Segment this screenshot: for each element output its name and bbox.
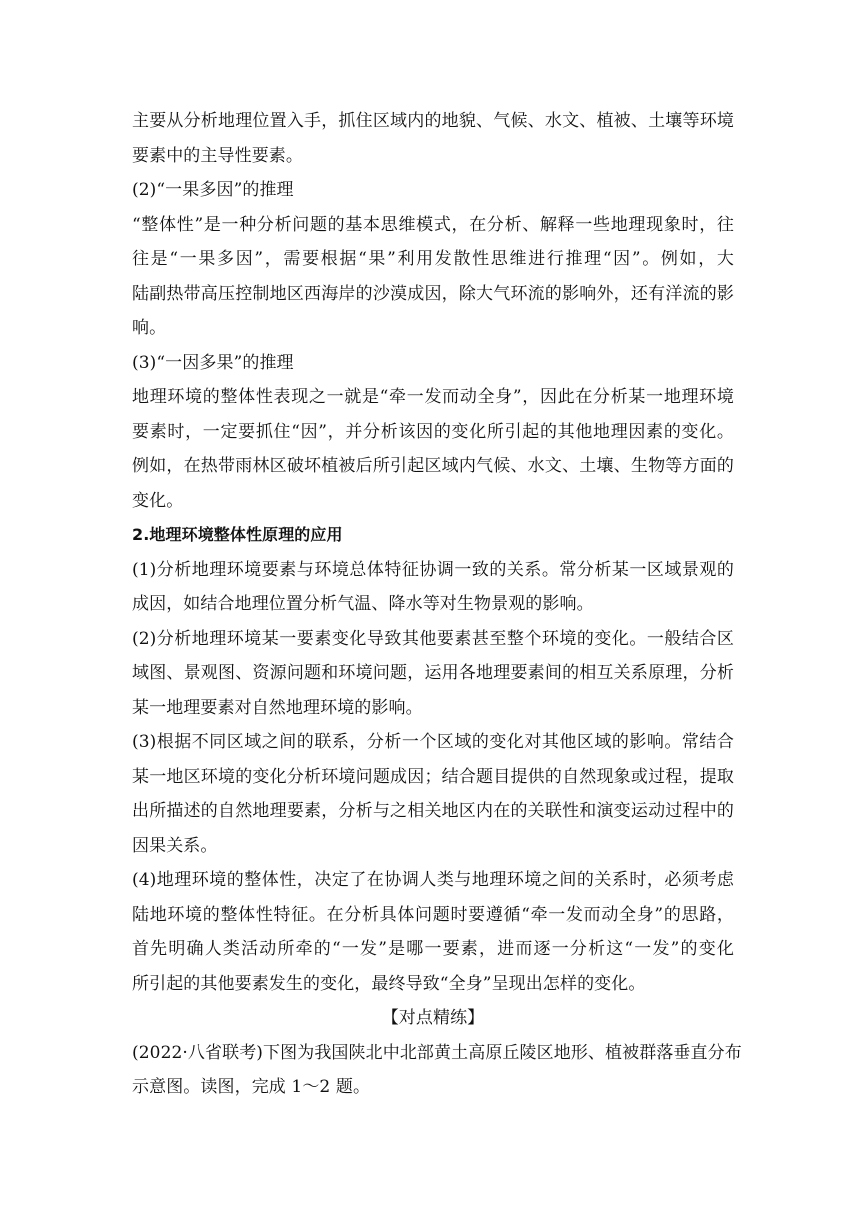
text-line: 地理环境的整体性表现之一就是“牵一发而动全身”，因此在分析某一地理环境 bbox=[132, 387, 734, 407]
text-line: (2)分析地理环境某一要素变化导致其他要素甚至整个环境的变化。一般结合区 bbox=[132, 628, 734, 649]
text-line: 所引起的其他要素发生的变化，最终导致“全身”呈现出怎样的变化。 bbox=[132, 973, 646, 994]
text-line: 主要从分析地理位置入手，抓住区域内的地貌、气候、水文、植被、土壤等环境 bbox=[132, 111, 734, 131]
subheading-2: (2)“一果多因”的推理 bbox=[132, 180, 294, 200]
text-line: (3)根据不同区域之间的联系，分析一个区域的变化对其他区域的影响。常结合 bbox=[132, 732, 734, 752]
subheading-3: (3)“一因多果”的推理 bbox=[132, 352, 294, 373]
text-line: 首先明确人类活动所牵的“一发”是哪一要素，进而逐一分析这“一发”的变化 bbox=[132, 939, 734, 959]
text-line: 出所描述的自然地理要素，分析与之相关地区内在的关联性和演变运动过程中的 bbox=[132, 801, 734, 821]
text-line: 域图、景观图、资源问题和环境问题，运用各地理要素间的相互关系原理，分析 bbox=[132, 663, 734, 683]
text-line: 响。 bbox=[132, 318, 167, 338]
text-line: 要素时，一定要抓住“因”，并分析该因的变化所引起的其他地理因素的变化。 bbox=[132, 421, 734, 442]
section-heading: 2.地理环境整体性原理的应用 bbox=[132, 525, 343, 544]
text-line: 往是“一果多因”，需要根据“果”利用发散性思维进行推理“因”。例如，大 bbox=[132, 249, 734, 269]
text-line: (4)地理环境的整体性，决定了在协调人类与地理环境之间的关系时，必须考虑 bbox=[132, 870, 734, 890]
question-line: (2022·八省联考)下图为我国陕北中北部黄土高原丘陵区地形、植被群落垂直分布 bbox=[132, 1042, 742, 1063]
text-line: “整体性”是一种分析问题的基本思维模式，在分析、解释一些地理现象时，往 bbox=[132, 214, 734, 235]
text-line: 某一地理要素对自然地理环境的影响。 bbox=[132, 697, 423, 718]
text-line: 陆地环境的整体性特征。在分析具体问题时要遵循“牵一发而动全身”的思路， bbox=[132, 904, 734, 925]
text-line: 要素中的主导性要素。 bbox=[132, 145, 303, 166]
practice-heading: 【对点精练】 bbox=[381, 1008, 485, 1028]
document-page bbox=[132, 104, 742, 1105]
text-line: 成因，如结合地理位置分析气温、降水等对生物景观的影响。 bbox=[132, 594, 594, 614]
text-line: 因果关系。 bbox=[132, 835, 218, 856]
text-line: (1)分析地理环境要素与环境总体特征协调一致的关系。常分析某一区域景观的 bbox=[132, 559, 734, 580]
text-line: 某一地区环境的变化分析环境问题成因；结合题目提供的自然现象或过程，提取 bbox=[132, 766, 734, 787]
text-line: 陆副热带高压控制地区西海岸的沙漠成因，除大气环流的影响外，还有洋流的影 bbox=[132, 283, 734, 304]
question-line: 示意图。读图，完成 1～2 题。 bbox=[132, 1077, 371, 1097]
text-line: 例如，在热带雨林区破坏植被后所引起区域内气候、水文、土壤、生物等方面的 bbox=[132, 456, 734, 476]
text-line: 变化。 bbox=[132, 490, 184, 511]
